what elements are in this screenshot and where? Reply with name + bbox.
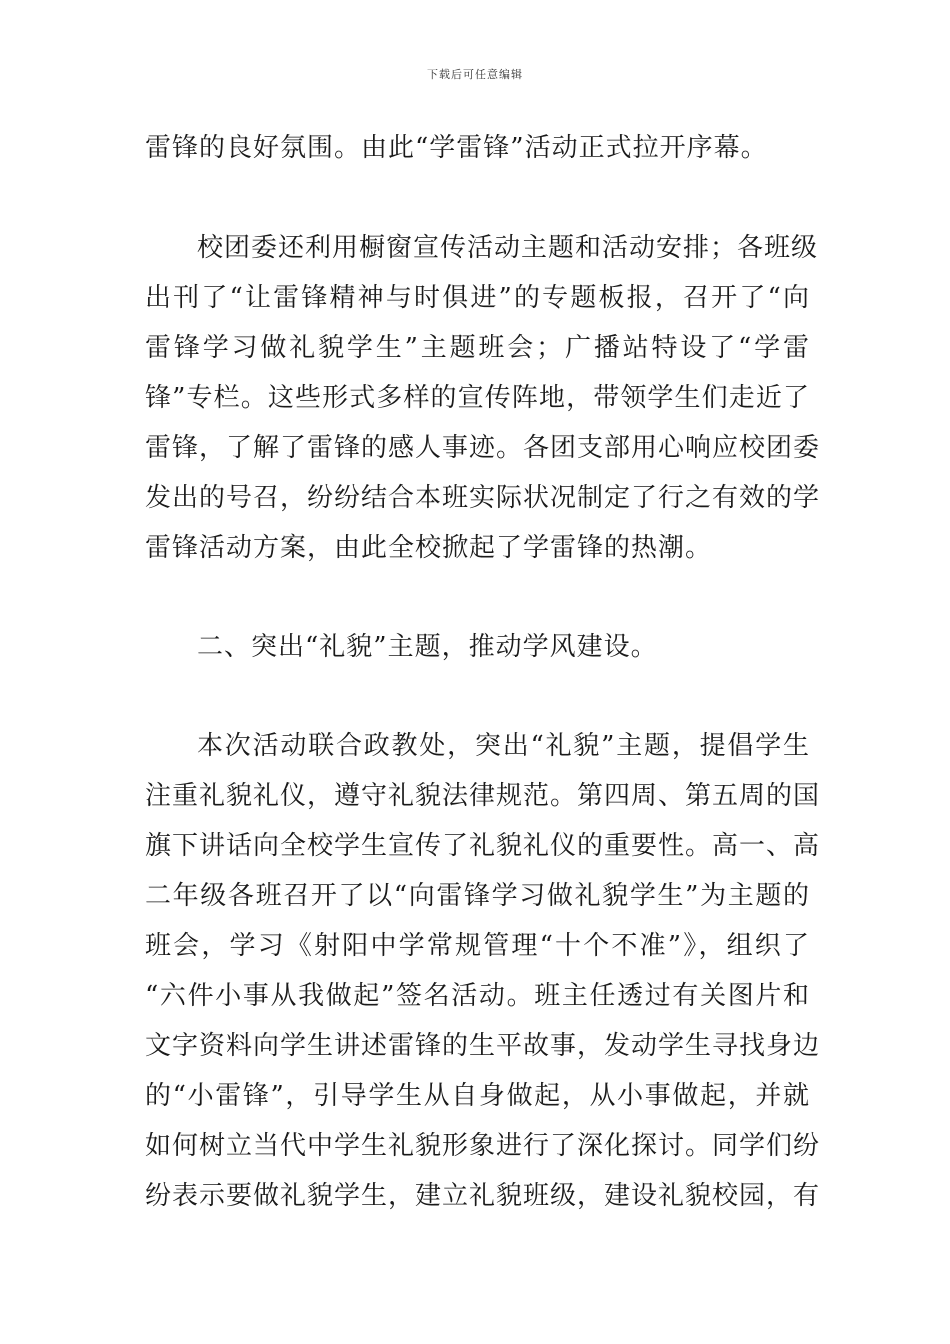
paragraph-2-line-5: 雷锋，了解了雷锋的感人事迹。各团支部用心响应校团委 <box>145 433 821 463</box>
paragraph-2-line-3: 雷锋学习做礼貌学生”主题班会；广播站特设了“学雷 <box>145 333 810 363</box>
paragraph-3-line-2: 注重礼貌礼仪，遵守礼貌法律规范。第四周、第五周的国 <box>145 781 821 811</box>
section-heading-2: 二、突出“礼貌”主题，推动学风建设。 <box>197 632 658 662</box>
paragraph-2-line-4: 锋”专栏。这些形式多样的宣传阵地，带领学生们走近了 <box>145 383 810 413</box>
paragraph-3-line-6: “六件小事从我做起”签名活动。班主任透过有关图片和 <box>145 981 810 1011</box>
paragraph-3-line-7: 文字资料向学生讲述雷锋的生平故事，发动学生寻找身边 <box>145 1031 821 1061</box>
paragraph-3-line-3: 旗下讲话向全校学生宣传了礼貌礼仪的重要性。高一、高 <box>145 831 821 861</box>
paragraph-1-line-1: 雷锋的良好氛围。由此“学雷锋”活动正式拉开序幕。 <box>145 133 768 163</box>
paragraph-3-line-8: 的“小雷锋”，引导学生从自身做起，从小事做起，并就 <box>145 1081 810 1111</box>
paragraph-3-line-5: 班会，学习《射阳中学常规管理“十个不准”》，组织了 <box>145 931 810 961</box>
paragraph-2-line-2: 出刊了“让雷锋精神与时俱进”的专题板报，召开了“向 <box>145 283 810 313</box>
paragraph-2-line-6: 发出的号召，纷纷结合本班实际状况制定了行之有效的学 <box>145 483 821 513</box>
paragraph-3-line-4: 二年级各班召开了以“向雷锋学习做礼貌学生”为主题的 <box>145 881 810 911</box>
paragraph-3-line-9: 如何树立当代中学生礼貌形象进行了深化探讨。同学们纷 <box>145 1131 821 1161</box>
paragraph-3-line-10: 纷表示要做礼貌学生，建立礼貌班级，建设礼貌校园，有 <box>145 1181 821 1211</box>
paragraph-3-line-1: 本次活动联合政教处，突出“礼貌”主题，提倡学生 <box>197 731 810 761</box>
paragraph-2-line-1: 校团委还利用橱窗宣传活动主题和活动安排；各班级 <box>197 233 819 263</box>
download-note: 下载后可任意编辑 <box>427 68 523 81</box>
paragraph-2-line-7: 雷锋活动方案，由此全校掀起了学雷锋的热潮。 <box>145 533 713 563</box>
